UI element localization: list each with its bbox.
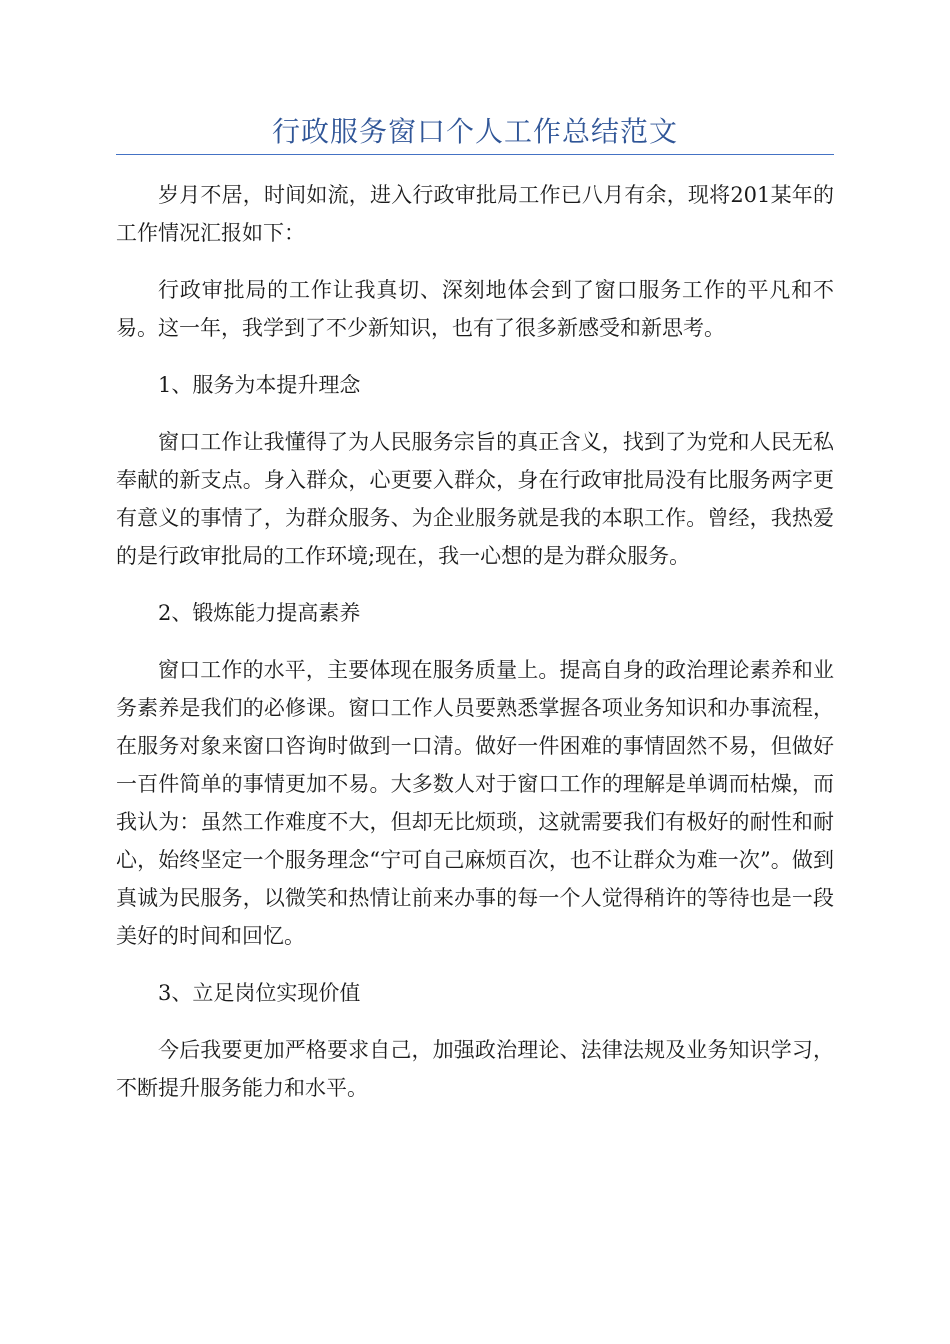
section-heading-2: 2、锻炼能力提高素养	[158, 601, 361, 625]
paragraph-overview: 行政审批局的工作让我真切、深刻地体会到了窗口服务工作的平凡和不易。这一年，我学到了不少新知识，也有了很多新感受和新思考。	[116, 278, 834, 340]
paragraph-section-1: 窗口工作让我懂得了为人民服务宗旨的真正含义，找到了为党和人民无私奉献的新支点。身入群众，心更要入群众，身在行政审批局没有比服务两字更有意义的事情了，为群众服务、为企业服务就是我的本职工作。曾经，我热爱的是行政审批局的工作环境;现在，我一心想的是为群众服务。	[116, 430, 834, 568]
paragraph-intro: 岁月不居，时间如流，进入行政审批局工作已八月有余，现将201某年的工作情况汇报如下：	[116, 183, 834, 245]
title-underline	[116, 154, 834, 155]
paragraph-section-2: 窗口工作的水平，主要体现在服务质量上。提高自身的政治理论素养和业务素养是我们的必修课。窗口工作人员要熟悉掌握各项业务知识和办事流程，在服务对象来窗口咨询时做到一口清。做好一件困难的事情固然不易，但做好一百件简单的事情更加不易。大多数人对于窗口工作的理解是单调而枯燥，而我认为：虽然工作难度不大，但却无比烦琐，这就需要我们有极好的耐性和耐心，始终坚定一个服务理念“宁可自己麻烦百次，也不让群众为难一次”。做到真诚为民服务，以微笑和热情让前来办事的每一个人觉得稍许的等待也是一段美好的时间和回忆。	[116, 658, 834, 948]
section-heading-1: 1、服务为本提升理念	[158, 373, 361, 397]
section-heading-3: 3、立足岗位实现价值	[158, 981, 361, 1005]
document-body	[116, 176, 834, 1126]
document-title: 行政服务窗口个人工作总结范文	[271, 115, 678, 148]
paragraph-section-3: 今后我要更加严格要求自己，加强政治理论、法律法规及业务知识学习，不断提升服务能力和水平。	[116, 1038, 834, 1100]
